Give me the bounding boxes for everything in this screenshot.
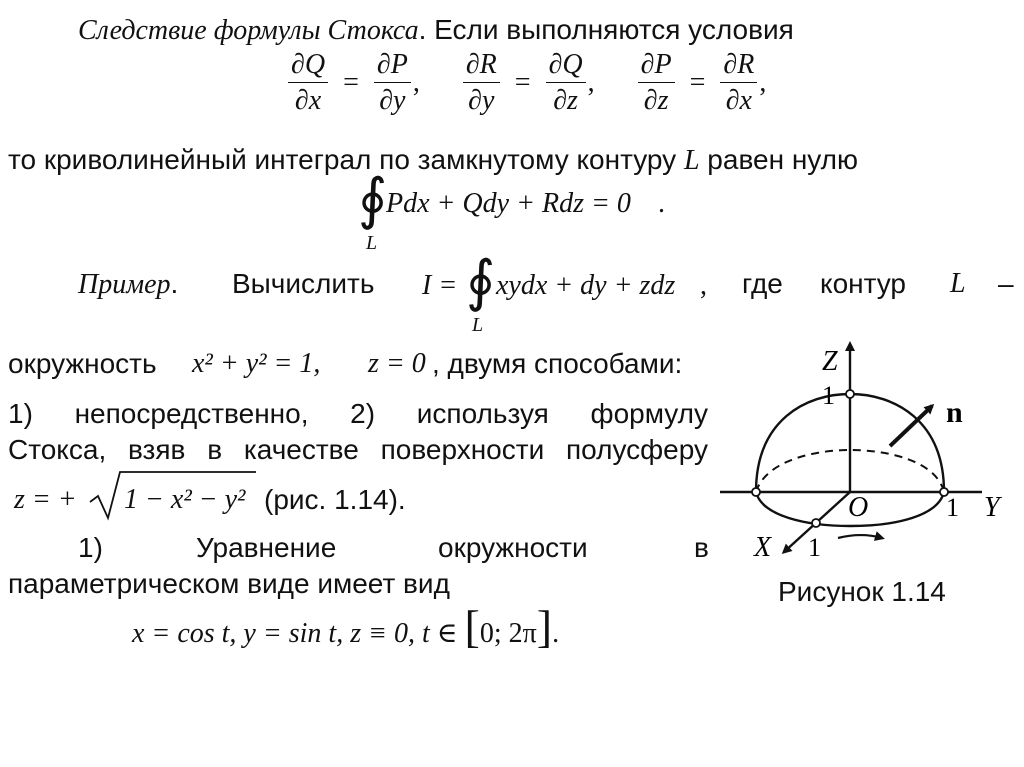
x-tick-label: 1 (808, 533, 821, 562)
step1-line-2: параметрическом виде имеет вид (8, 568, 450, 599)
fraction: $\frac{\partial R}{\partial y}$ (463, 50, 500, 116)
z-axis-label: Z (822, 346, 838, 377)
fraction: $\frac{\partial P}{\partial z}$ (638, 50, 675, 116)
fraction: $\frac{\partial Q}{\partial z}$ (546, 50, 586, 116)
fraction: $\frac{\partial R}{\partial x}$ (720, 50, 757, 116)
methods-line-2: Стокса, взяв в качестве поверхности полусферу (8, 434, 708, 465)
example-label: Пример (78, 269, 171, 300)
origin-label: O (848, 492, 869, 523)
contour-integral-symbol: ∮ (466, 251, 496, 313)
corollary-line (78, 16, 794, 45)
point-x1 (812, 519, 820, 527)
figure-reference: (рис. 1.14). (264, 484, 406, 515)
point-y-neg (752, 488, 760, 496)
hemisphere-radicand: 1 − x² − y² (124, 484, 246, 515)
z-tick-label: 1 (822, 381, 835, 410)
y-tick-label: 1 (946, 493, 959, 522)
methods-line-1: 1) непосредственно, 2) используя формулу (8, 398, 708, 429)
contour-integral-symbol: ∮ (358, 169, 388, 231)
fraction: $\frac{\partial Q}{\partial x}$ (288, 50, 328, 116)
hemisphere-lhs: z = + (14, 484, 77, 515)
figure-caption: Рисунок 1.14 (778, 576, 946, 607)
normal-label: n (946, 396, 963, 429)
x-axis-label: X (754, 532, 772, 563)
normal-vector (890, 406, 932, 446)
orientation-arrow (838, 535, 882, 538)
figure-hemisphere (716, 330, 1024, 610)
example-compute: Вычислить (232, 268, 375, 299)
corollary-title: Следствие формулы Стокса (78, 15, 419, 46)
y-axis-label: Y (984, 492, 1000, 523)
parametric-equations: x = cos t, y = sin t, z ≡ 0, t ∈ [0; 2π]. (132, 601, 560, 652)
fraction: $\frac{\partial P}{\partial y}$ (374, 50, 411, 116)
example-integral: I = ∮ L xydx + dy + zdz , (422, 251, 707, 336)
circle-line: окружность (8, 348, 157, 379)
contour-line: то криволинейный интеграл по замкнутому контуру L равен нулю (8, 144, 858, 176)
corollary-text: . Если выполняются условия (418, 14, 794, 45)
example-label-group: Пример. (78, 268, 179, 300)
condition-equations: $\frac{\partial Q}{\partial x}$ = $\frac{\partial P}{\partial y}$ , $\frac{\partial R}{\partial y}$ = $\frac{\partial Q}{\partial z}$ , $\frac{\partial P}{\partial z}$ = $\frac{\partial R}{\partial x}$ , (286, 50, 766, 116)
point-z1 (846, 390, 854, 398)
